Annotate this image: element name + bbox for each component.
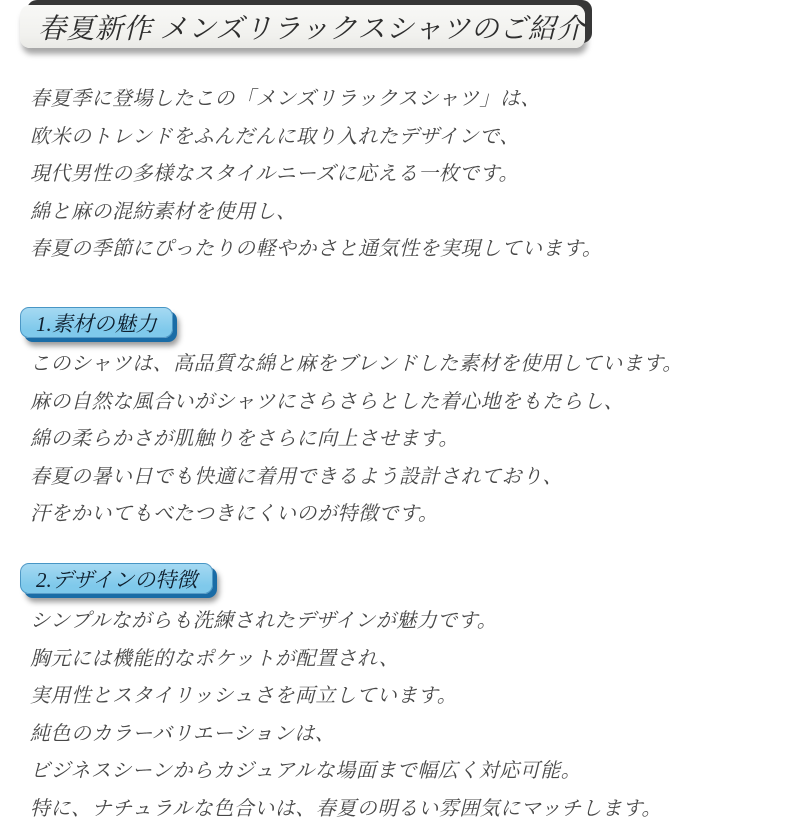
section-material-line: 春夏の暑い日でも快適に着用できるよう設計されており、 <box>30 465 563 488</box>
intro-line: 現代男性の多様なスタイルニーズに応える一枚です。 <box>30 163 519 185</box>
section-material-body <box>30 346 683 534</box>
section-material-line: 綿の柔らかさが肌触りをさらに向上させます。 <box>30 428 459 450</box>
section-material-line: このシャツは、高品質な綿と麻をブレンドした素材を使用しています。 <box>30 353 683 375</box>
section-heading-design-label: 2.デザインの特徴 <box>36 567 198 592</box>
section-design-line: シンプルながらも洗練されたデザインが魅力です。 <box>30 610 498 632</box>
section-design-line: 実用性とスタイリッシュさを両立しています。 <box>30 685 458 707</box>
section-design-line: 特に、ナチュラルな色合いは、春夏の明るい雰囲気にマッチします。 <box>30 797 662 820</box>
section-material-line: 汗をかいてもべたつきにくいのが特徴です。 <box>30 503 439 525</box>
section-material-line: 麻の自然な風合いがシャツにさらさらとした着心地をもたらし、 <box>30 390 625 413</box>
section-design-body <box>30 603 662 828</box>
page-title-banner <box>20 5 585 48</box>
intro-line: 春夏季に登場したこの「メンズリラックスシャツ」は、 <box>30 88 541 110</box>
intro-paragraph <box>30 81 602 269</box>
section-heading-material-label: 1.素材の魅力 <box>36 311 157 336</box>
section-design-line: 胸元には機能的なポケットが配置され、 <box>30 647 400 670</box>
section-design-line: 純色のカラーバリエーションは、 <box>30 722 336 745</box>
section-heading-material <box>20 307 173 338</box>
intro-line: 欧米のトレンドをふんだんに取り入れたデザインで、 <box>30 125 520 148</box>
section-heading-design <box>20 563 213 594</box>
intro-line: 綿と麻の混紡素材を使用し、 <box>30 200 297 223</box>
section-design-line: ビジネスシーンからカジュアルな場面まで幅広く対応可能。 <box>30 760 582 782</box>
intro-line: 春夏の季節にぴったりの軽やかさと通気性を実現しています。 <box>30 238 603 260</box>
page-title: 春夏新作 メンズリラックスシャツのご紹介 <box>38 13 585 45</box>
